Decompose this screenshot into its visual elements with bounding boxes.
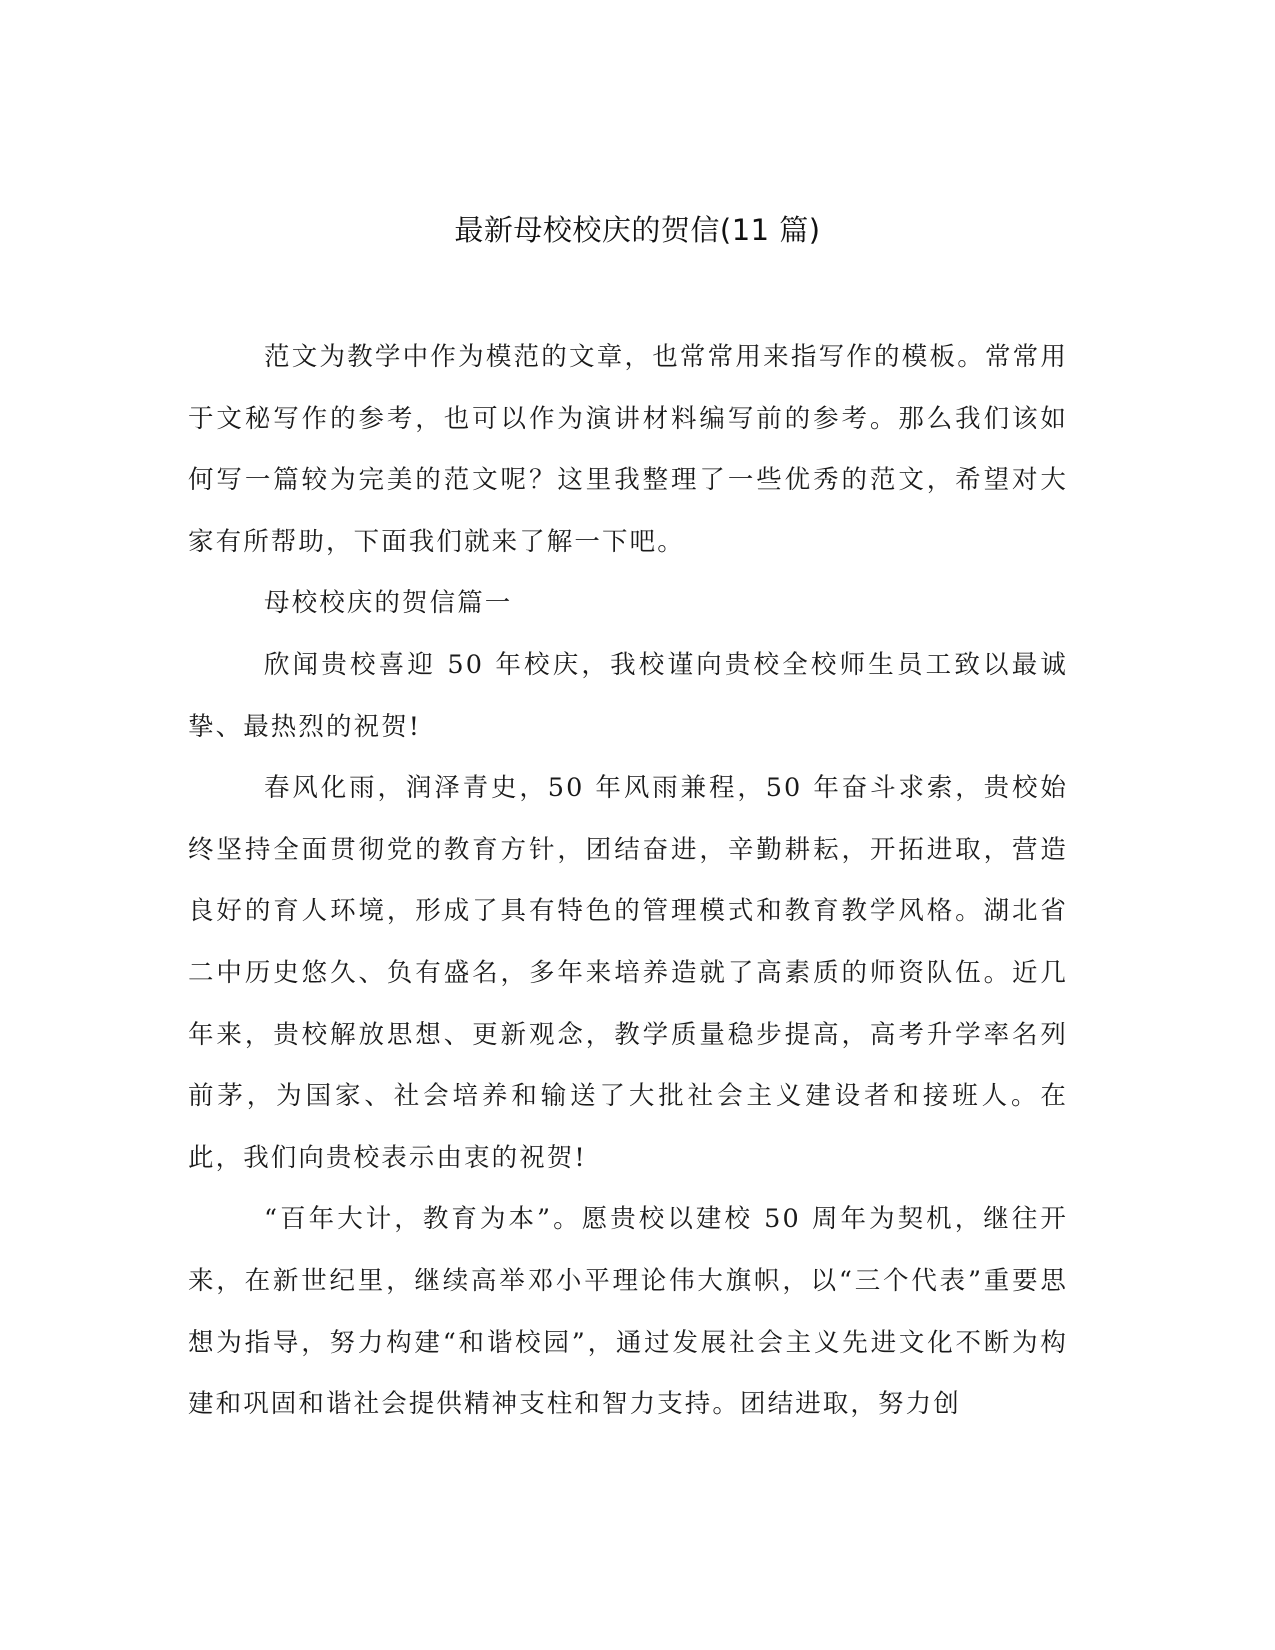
paragraph-wishes: “百年大计，教育为本”。愿贵校以建校 50 周年为契机，继往开来，在新世纪里，继续高举邓小平理论伟大旗帜，以“三个代表”重要思想为指导，努力构建“和谐校园”，通过发展社会主义先进文化不断为构建和巩固和谐社会提供精神支柱和智力支持。团结进取，努力创 [188, 1204, 1068, 1420]
paragraph-greeting: 欣闻贵校喜迎 50 年校庆，我校谨向贵校全校师生员工致以最诚挚、最热烈的祝贺! [188, 649, 1068, 742]
section-heading-1: 母校校庆的贺信篇一 [264, 588, 513, 619]
document-title: 最新母校校庆的贺信(11 篇) [454, 213, 821, 247]
paragraph-history: 春风化雨，润泽青史，50 年风雨兼程，50 年奋斗求索，贵校始终坚持全面贯彻党的教育方针，团结奋进，辛勤耕耘，开拓进取，营造良好的育人环境，形成了具有特色的管理模式和教育教学风格。湖北省二中历史悠久、负有盛名，多年来培养造就了高素质的师资队伍。近几年来，贵校解放思想、更新观念，教学质量稳步提高，高考升学率名列前茅，为国家、社会培养和输送了大批社会主义建设者和接班人。在此，我们向贵校表示由衷的祝贺! [188, 773, 1068, 1173]
document-body [188, 327, 1068, 1436]
paragraph-intro: 范文为教学中作为模范的文章，也常常用来指写作的模板。常常用于文秘写作的参考，也可以作为演讲材料编写前的参考。那么我们该如何写一篇较为完美的范文呢？这里我整理了一些优秀的范文，希望对大家有所帮助，下面我们就来了解一下吧。 [188, 342, 1068, 557]
